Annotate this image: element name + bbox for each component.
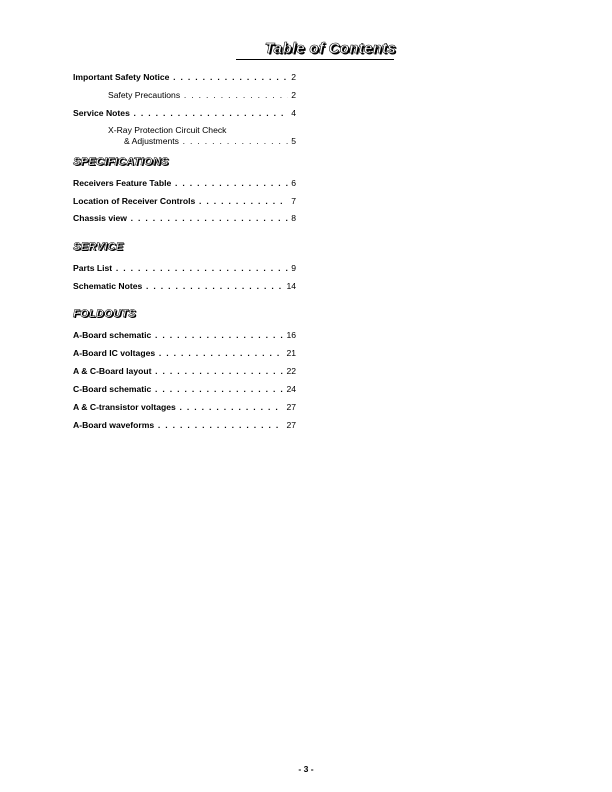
toc-entry-page: 24 [283,384,296,395]
toc-entry-service-notes[interactable] [73,108,296,119]
toc-entry-label: & Adjustments [124,136,179,146]
toc-entry-xray-line1: X-Ray Protection Circuit Check [108,125,227,135]
section-heading-service: SERVICE [73,241,124,253]
toc-entry-page: 6 [288,178,296,189]
toc-entry-page: 9 [288,263,296,274]
toc-entry-a-c-transistor-voltages[interactable] [73,402,296,413]
toc-entry-xray-adjustments[interactable] [124,136,296,147]
toc-entry-chassis-view[interactable] [73,213,296,224]
section-heading-foldouts: FOLDOUTS [73,308,136,320]
section-heading-specifications: SPECIFICATIONS [73,156,169,168]
toc-entry-label: Receivers Feature Table [73,178,172,188]
toc-entry-label: Location of Receiver Controls [73,196,196,206]
toc-entry-page: 2 [288,72,296,83]
toc-entry-label: Service Notes [73,108,130,118]
toc-entry-label: A-Board waveforms [73,420,155,430]
toc-entry-a-board-waveforms[interactable] [73,420,296,431]
toc-entry-label: A-Board schematic [73,330,152,340]
page-number: - 3 - [298,764,314,774]
toc-entry-c-board-schematic[interactable] [73,384,296,395]
toc-entry-label: C-Board schematic [73,384,152,394]
toc-entry-label: Chassis view [73,213,127,223]
toc-entry-page: 27 [283,420,296,431]
toc-entry-safety-precautions[interactable] [108,90,296,101]
toc-entry-label: A & C-Board layout [73,366,152,376]
toc-entry-important-safety-notice[interactable] [73,72,296,83]
toc-entry-page: 7 [288,196,296,207]
page-title: Table of Contents [264,40,396,57]
toc-entry-label: Important Safety Notice [73,72,170,82]
toc-entry-parts-list[interactable] [73,263,296,274]
toc-entry-label: A-Board IC voltages [73,348,156,358]
toc-entry-schematic-notes[interactable] [73,281,296,292]
toc-entry-page: 27 [283,402,296,413]
toc-entry-label: Parts List [73,263,113,273]
toc-entry-label: Schematic Notes [73,281,143,291]
toc-entry-a-board-schematic[interactable] [73,330,296,341]
toc-entry-a-c-board-layout[interactable] [73,366,296,377]
toc-entry-page: 21 [283,348,296,359]
toc-entry-page: 14 [283,281,296,292]
toc-entry-page: 16 [283,330,296,341]
toc-entry-page: 2 [288,90,296,101]
toc-entry-location-receiver-controls[interactable] [73,196,296,207]
toc-entry-page: 8 [288,213,296,224]
toc-entry-receivers-feature-table[interactable] [73,178,296,189]
toc-entry-label: Safety Precautions [108,90,181,100]
toc-entry-label: A & C-transistor voltages [73,402,176,412]
toc-entry-page: 22 [283,366,296,377]
toc-entry-page: 4 [288,108,296,119]
toc-entry-a-board-ic-voltages[interactable] [73,348,296,359]
toc-entry-page: 5 [288,136,296,147]
